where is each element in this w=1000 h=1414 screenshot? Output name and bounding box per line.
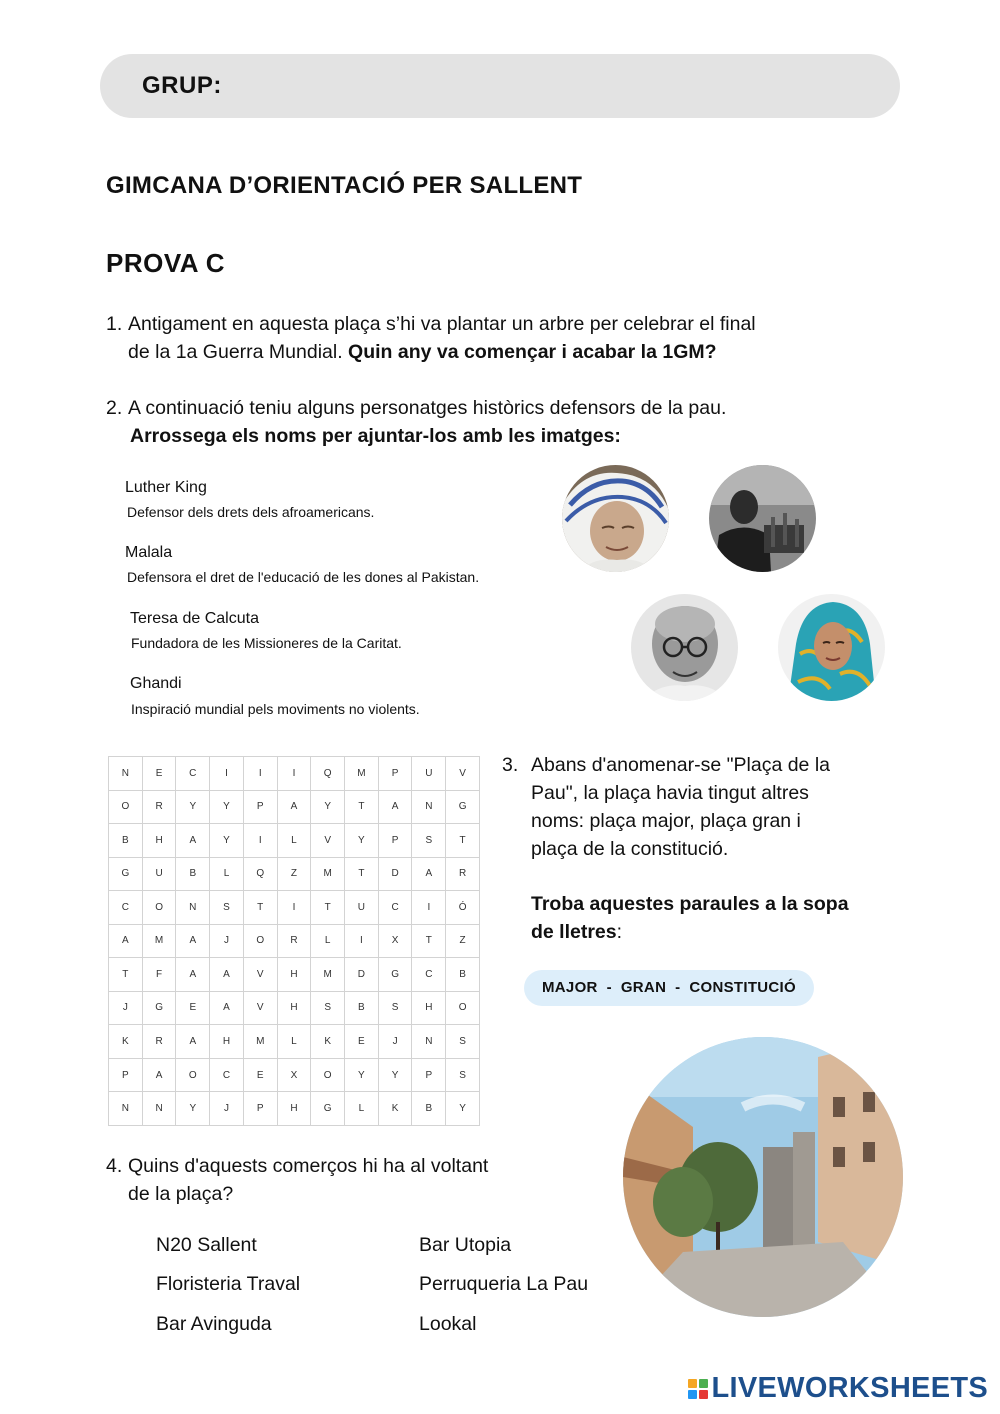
q1-text: de la 1a Guerra Mundial. [128, 341, 343, 363]
word-search-cell[interactable]: P [243, 1092, 277, 1126]
word-search-cell[interactable]: T [345, 790, 379, 824]
word-search-cell[interactable]: L [345, 1092, 379, 1126]
logo-square [688, 1390, 697, 1399]
word-search-cell[interactable]: A [176, 958, 210, 992]
word-search-row [109, 1058, 480, 1092]
q2-text: A continuació teniu alguns personatges històrics defensors de la pau. [128, 397, 727, 419]
word-search-row [109, 790, 480, 824]
q3-text-line: Abans d'anomenar-se "Plaça de la [531, 754, 830, 776]
word-search-cell[interactable]: B [412, 1092, 446, 1126]
draggable-name-luther-king[interactable]: Luther King [125, 479, 207, 496]
word-search-cell[interactable]: J [210, 924, 244, 958]
word-search-cell[interactable]: D [378, 857, 412, 891]
word-search-cell[interactable]: A [412, 857, 446, 891]
word-search-cell[interactable]: Y [345, 824, 379, 858]
q4-text-line2: de la plaça? [128, 1183, 234, 1205]
word-search-cell[interactable]: C [378, 891, 412, 925]
word-search-cell[interactable]: I [243, 824, 277, 858]
word-search-cell[interactable]: U [142, 857, 176, 891]
word-search-cell[interactable]: V [243, 958, 277, 992]
word-search-cell[interactable]: T [311, 891, 345, 925]
word-search-cell[interactable]: C [412, 958, 446, 992]
portrait-ghandi-photo[interactable] [631, 594, 738, 701]
q1-text-line2 [128, 338, 717, 366]
q1-number: 1. [106, 313, 123, 335]
word-search-cell[interactable]: R [277, 924, 311, 958]
word-search-cell[interactable]: L [210, 857, 244, 891]
word-search-cell[interactable]: T [243, 891, 277, 925]
word-search-cell[interactable]: I [277, 891, 311, 925]
word-search-cell[interactable]: P [109, 1058, 143, 1092]
logo-square [688, 1379, 697, 1388]
word-search-row [109, 891, 480, 925]
word-search-cell[interactable]: H [210, 1025, 244, 1059]
word-search-cell[interactable]: T [345, 857, 379, 891]
word-search-cell[interactable]: K [109, 1025, 143, 1059]
word-search-cell[interactable]: U [345, 891, 379, 925]
word-search-cell[interactable]: E [142, 757, 176, 791]
word-search-cell[interactable]: O [142, 891, 176, 925]
word-search-cell[interactable]: G [446, 790, 480, 824]
word-search-cell[interactable]: E [176, 991, 210, 1025]
word-search-cell[interactable]: Y [176, 790, 210, 824]
word-search-cell[interactable]: S [446, 1025, 480, 1059]
page-title: GIMCANA D’ORIENTACIÓ PER SALLENT [106, 172, 583, 199]
word-search-cell[interactable]: G [142, 991, 176, 1025]
q3-instruction-bold: de lletres [531, 921, 617, 943]
word-search-cell[interactable]: R [142, 1025, 176, 1059]
word-search-cell[interactable]: G [109, 857, 143, 891]
words-to-find-badge: MAJOR - GRAN - CONSTITUCIÓ [524, 970, 814, 1006]
word-search-cell[interactable]: Y [176, 1092, 210, 1126]
word-search-cell[interactable]: Y [210, 790, 244, 824]
word-search-cell[interactable]: Y [446, 1092, 480, 1126]
brand-text: LIVEWORKSHEETS [711, 1372, 988, 1404]
word-search-cell[interactable]: Y [378, 1058, 412, 1092]
shop-option[interactable]: N20 Sallent [156, 1234, 257, 1256]
word-search-cell[interactable]: M [243, 1025, 277, 1059]
word-search-cell[interactable]: T [109, 958, 143, 992]
word-search-cell[interactable]: V [446, 757, 480, 791]
word-search-cell[interactable]: M [311, 958, 345, 992]
word-search-cell[interactable]: N [412, 790, 446, 824]
word-search-cell[interactable]: I [277, 757, 311, 791]
word-search-cell[interactable]: M [345, 757, 379, 791]
word-search-cell[interactable]: U [412, 757, 446, 791]
word-search-cell[interactable]: M [311, 857, 345, 891]
word-search-cell[interactable]: Y [210, 824, 244, 858]
q3-colon: : [616, 921, 623, 943]
word-search-cell[interactable]: J [210, 1092, 244, 1126]
q3-number: 3. [502, 754, 519, 776]
word-search-row [109, 1025, 480, 1059]
word-search-cell[interactable]: I [210, 757, 244, 791]
q3-text-line: Pau", la plaça havia tingut altres [531, 782, 809, 804]
word-search-row [109, 991, 480, 1025]
word-search-cell[interactable]: V [243, 991, 277, 1025]
person-desc: Defensora el dret de l'educació de les dones al Pakistan. [127, 569, 480, 585]
word-search-cell[interactable]: T [446, 824, 480, 858]
word-search-row [109, 958, 480, 992]
word-search-cell[interactable]: N [109, 1092, 143, 1126]
word-search-cell[interactable]: M [142, 924, 176, 958]
q3-instruction-line2 [531, 918, 622, 946]
word-search-cell[interactable]: S [446, 1058, 480, 1092]
logo-square [699, 1379, 708, 1388]
word-search-cell[interactable]: P [378, 757, 412, 791]
person-desc: Defensor dels drets dels afroamericans. [127, 504, 375, 520]
word-search-cell[interactable]: A [378, 790, 412, 824]
q2-number: 2. [106, 397, 123, 419]
word-search-cell[interactable]: C [210, 1058, 244, 1092]
word-search-cell[interactable]: I [243, 757, 277, 791]
q3-text-line: plaça de la constitució. [531, 838, 729, 860]
word-search-cell[interactable]: X [378, 924, 412, 958]
q4-text-line1: Quins d'aquests comerços hi ha al voltant [128, 1155, 489, 1177]
q1-question: Quin any va començar i acabar la 1GM? [348, 341, 717, 363]
word-search-cell[interactable]: N [142, 1092, 176, 1126]
word-search-cell[interactable]: A [210, 958, 244, 992]
shop-option[interactable]: Bar Utopia [419, 1234, 512, 1256]
word-search-cell[interactable]: A [176, 1025, 210, 1059]
word-search-cell[interactable]: Z [446, 924, 480, 958]
word-search-row [109, 924, 480, 958]
word-search-cell[interactable]: B [176, 857, 210, 891]
word-search-cell[interactable]: F [142, 958, 176, 992]
word-search-cell[interactable]: A [277, 790, 311, 824]
word-search-cell[interactable]: Z [277, 857, 311, 891]
draggable-name-malala[interactable]: Malala [125, 544, 173, 561]
liveworksheets-logo-icon [688, 1379, 708, 1399]
portrait-luther-king-photo[interactable] [709, 465, 816, 572]
word-search-row [109, 1092, 480, 1126]
word-search-cell[interactable]: R [446, 857, 480, 891]
word-search-cell[interactable]: P [378, 824, 412, 858]
portrait-teresa-photo[interactable] [562, 465, 669, 572]
word-search-cell[interactable]: T [412, 924, 446, 958]
word-search-cell[interactable]: Y [345, 1058, 379, 1092]
q4-number: 4. [106, 1155, 123, 1177]
word-search-cell[interactable]: K [311, 1025, 345, 1059]
word-search-row [109, 857, 480, 891]
word-search-cell[interactable]: A [142, 1058, 176, 1092]
word-search-cell[interactable]: C [109, 891, 143, 925]
word-search-cell[interactable]: O [446, 991, 480, 1025]
shop-option[interactable]: Perruqueria La Pau [419, 1273, 589, 1295]
word-search-cell[interactable]: O [109, 790, 143, 824]
word-search-cell[interactable]: J [378, 1025, 412, 1059]
logo-square [699, 1390, 708, 1399]
word-search-row [109, 757, 480, 791]
word-search-cell[interactable]: N [412, 1025, 446, 1059]
word-search-cell[interactable]: H [277, 1092, 311, 1126]
word-search-row [109, 824, 480, 858]
word-search-cell[interactable]: A [176, 824, 210, 858]
shop-option[interactable]: Floristeria Traval [156, 1273, 301, 1295]
word-search-cell[interactable]: I [412, 891, 446, 925]
word-search-cell[interactable]: N [176, 891, 210, 925]
word-search-cell[interactable]: S [311, 991, 345, 1025]
liveworksheets-brand [688, 1372, 989, 1405]
person-desc: Fundadora de les Missioneres de la Caritat. [131, 635, 402, 651]
q1-text-line1: Antigament en aquesta plaça s’hi va plantar un arbre per celebrar el final [128, 313, 756, 335]
draggable-name-teresa[interactable]: Teresa de Calcuta [130, 610, 259, 627]
draggable-name-ghandi[interactable]: Ghandi [130, 675, 182, 692]
word-search-cell[interactable]: D [345, 958, 379, 992]
q2-instruction: Arrossega els noms per ajuntar-los amb les imatges: [130, 425, 621, 447]
word-search-cell[interactable]: L [277, 824, 311, 858]
word-search-cell[interactable]: L [277, 1025, 311, 1059]
word-search-cell[interactable]: V [311, 824, 345, 858]
word-search-cell[interactable]: A [176, 924, 210, 958]
word-search-cell[interactable]: B [446, 958, 480, 992]
word-search-cell[interactable]: B [345, 991, 379, 1025]
word-search-cell[interactable]: H [277, 991, 311, 1025]
word-search-cell[interactable]: G [378, 958, 412, 992]
word-search-cell[interactable]: E [243, 1058, 277, 1092]
page-subtitle: PROVA C [106, 248, 226, 278]
word-search-cell[interactable]: Ó [446, 891, 480, 925]
word-search-cell[interactable]: O [311, 1058, 345, 1092]
q3-text-line: noms: plaça major, plaça gran i [531, 810, 801, 832]
word-search-cell[interactable]: S [378, 991, 412, 1025]
word-search-cell[interactable]: H [277, 958, 311, 992]
word-search-cell[interactable]: P [243, 790, 277, 824]
word-search-cell[interactable]: X [277, 1058, 311, 1092]
word-search-cell[interactable]: A [109, 924, 143, 958]
word-search-cell[interactable]: O [176, 1058, 210, 1092]
word-search-cell[interactable]: H [412, 991, 446, 1025]
portrait-malala-photo[interactable] [778, 594, 885, 701]
word-search-cell[interactable]: O [243, 924, 277, 958]
word-search-cell[interactable]: Q [243, 857, 277, 891]
word-search-cell[interactable]: L [311, 924, 345, 958]
word-search-cell[interactable]: S [210, 891, 244, 925]
word-search-cell[interactable]: Q [311, 757, 345, 791]
word-search-cell[interactable]: K [378, 1092, 412, 1126]
group-label: GRUP: [142, 72, 222, 99]
word-search-cell[interactable]: B [109, 824, 143, 858]
word-search-cell[interactable]: G [311, 1092, 345, 1126]
word-search-cell[interactable]: E [345, 1025, 379, 1059]
word-search-cell[interactable]: R [142, 790, 176, 824]
word-search-cell[interactable]: A [210, 991, 244, 1025]
person-desc: Inspiració mundial pels moviments no violents. [131, 701, 420, 717]
word-search-cell[interactable]: J [109, 991, 143, 1025]
shop-option[interactable]: Bar Avinguda [156, 1313, 272, 1335]
word-search-grid[interactable] [108, 756, 480, 1126]
word-search-cell[interactable]: N [109, 757, 143, 791]
word-search-cell[interactable]: I [345, 924, 379, 958]
word-search-cell[interactable]: Y [311, 790, 345, 824]
plaza-photo [623, 1037, 903, 1317]
word-search-cell[interactable]: C [176, 757, 210, 791]
q3-instruction-line1: Troba aquestes paraules a la sopa [531, 893, 849, 915]
word-search-cell[interactable]: P [412, 1058, 446, 1092]
word-search-cell[interactable]: H [142, 824, 176, 858]
shop-option[interactable]: Lookal [419, 1313, 477, 1335]
word-search-cell[interactable]: S [412, 824, 446, 858]
